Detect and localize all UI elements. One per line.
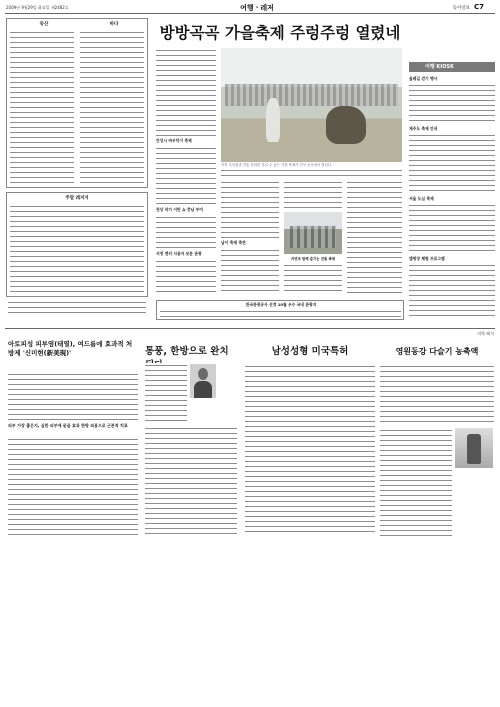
- article-1-body-a: [8, 372, 138, 420]
- portrait-body: [194, 381, 212, 398]
- article-4-body-a: [380, 364, 494, 424]
- article-2-portrait: [190, 364, 216, 398]
- sub-heading-2: 천상 작가 이만 쇼 충남 부여: [156, 207, 203, 212]
- weather-col2-title: 바다: [109, 22, 119, 27]
- body-col-1d: [156, 259, 216, 295]
- product-bottle: [467, 434, 481, 464]
- kiosk-sub-2: 제주도 축제 안내: [409, 126, 438, 131]
- article-2-headline: 통풍, 한방으로 완치: [145, 346, 229, 357]
- masthead-date: 2009년 9월29일 화요일 제2482호: [6, 5, 69, 10]
- paper-name: 동아일보: [452, 6, 470, 11]
- sub-heading-3: 서정 엔터 사용자 보문 관광: [156, 251, 202, 256]
- weather-col1-title: 동산: [39, 22, 49, 27]
- sub-heading-1: 안성시 바우덕이 축제: [156, 138, 192, 143]
- article-2-body-a: [145, 363, 187, 423]
- weather-notes: [8, 300, 146, 315]
- leisure-rows: [10, 204, 144, 294]
- article-1-headline: 아토피성 피부염(태열), 여드름에 효과적 처방제 '신미현(新美現)': [8, 340, 133, 357]
- small-photo-caption: 자연과 함께 즐기는 전통 축제: [290, 257, 336, 261]
- travel-spots-table: [156, 300, 404, 320]
- article-2-body-b: [145, 426, 237, 536]
- body-col-1c: [156, 215, 216, 249]
- article-1-subhead: 피부 가장 좋은지, 심한 피부에 굳을 효과 한방 외용으로 근본적 치료: [8, 423, 128, 428]
- bottom-section-label: 의학 레저: [477, 331, 494, 336]
- kiosk-sub-4: 캠핑장 체험 프로그램: [409, 256, 445, 261]
- photo-person: [266, 98, 280, 142]
- kiosk-header: [409, 62, 495, 72]
- photo-caption: 지역 특산물과 전통 문화를 즐길 수 있는 가을 축제가 전국 곳곳에서 열린다.: [221, 163, 333, 167]
- weather-table: [6, 18, 148, 188]
- sub-heading-4: 남이 축제 축전: [221, 240, 246, 245]
- body-col-2a: [221, 180, 279, 238]
- article-4-headline: 영원동강 다슬기 농축액: [395, 347, 479, 356]
- main-headline: 방방곡곡 가을축제 주렁주렁 열렸네: [159, 23, 401, 42]
- body-col-1a: [156, 48, 216, 136]
- body-col-4: [347, 180, 402, 295]
- body-col-1b: [156, 146, 216, 204]
- kiosk-body-3: [409, 203, 495, 253]
- kiosk-body-1: [409, 83, 495, 123]
- travel-spots-rows: [160, 309, 401, 319]
- section-divider: [5, 328, 495, 329]
- kiosk-body-4: [409, 263, 495, 320]
- small-photo: [284, 212, 342, 254]
- kiosk-body-2: [409, 133, 495, 193]
- kiosk-sub-3: 서울 도심 축제: [409, 196, 434, 201]
- article-1-body-b: [8, 437, 138, 537]
- section-title: 여행ㆍ레저: [240, 4, 274, 12]
- masthead-rule: [5, 13, 495, 14]
- small-photo-figures: [290, 226, 336, 248]
- festival-photo: [221, 48, 402, 162]
- article-4-body-b: [380, 428, 452, 536]
- article-3-body: [245, 364, 375, 536]
- body-col-2b: [221, 248, 279, 295]
- leisure-table-title: 주말 레저지: [65, 196, 89, 201]
- page-number: C7: [474, 3, 485, 11]
- body-col-3b: [284, 263, 342, 295]
- photo-crowd: [225, 84, 398, 106]
- weather-rows-right: [80, 30, 144, 184]
- photo-caption-rest: [221, 168, 402, 176]
- article-4-product-photo: [455, 428, 493, 468]
- travel-spots-title: 한국관광공사 선정 10월 우수 국내 관광지: [245, 302, 317, 307]
- photo-ox-figure: [326, 106, 366, 144]
- body-col-3a: [284, 180, 342, 210]
- leisure-table: [6, 192, 148, 297]
- kiosk-sub-1: 올레길 걷기 행사: [409, 76, 438, 81]
- portrait-head: [198, 368, 208, 380]
- kiosk-title: 여행 KIOSK: [425, 64, 454, 70]
- weather-rows-left: [10, 30, 74, 184]
- article-3-headline: 남성성형 미국특허: [271, 346, 349, 357]
